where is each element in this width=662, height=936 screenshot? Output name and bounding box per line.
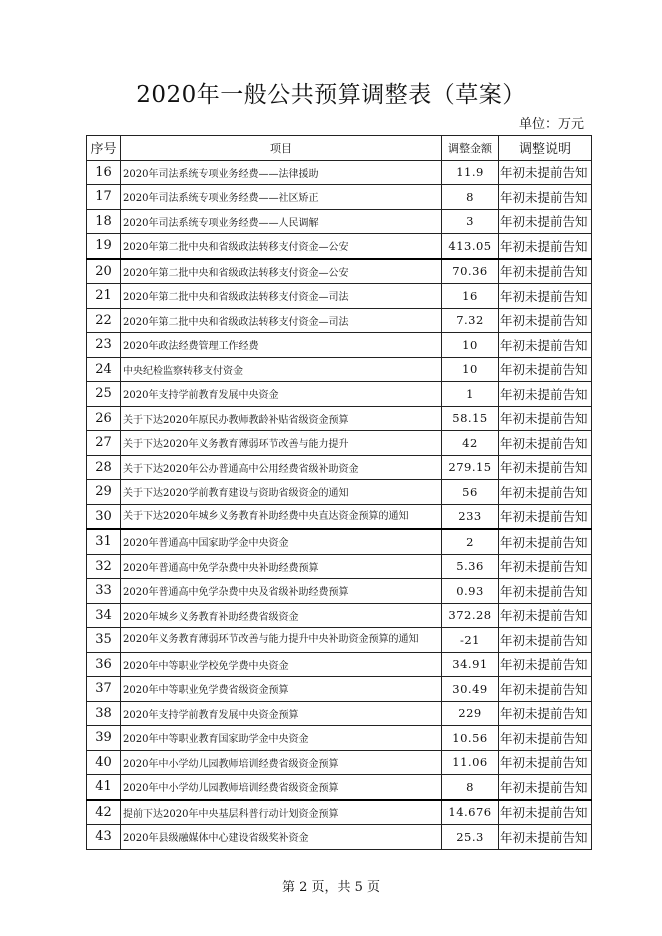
row-index: 29	[87, 480, 121, 505]
table-row	[87, 209, 592, 234]
table-row	[87, 775, 592, 800]
row-index: 38	[87, 701, 121, 726]
row-item: 2020年第二批中央和省级政法转移支付资金—司法	[121, 308, 442, 333]
row-amount: 372.28	[442, 603, 499, 628]
row-note: 年初未提前告知	[499, 185, 592, 210]
row-note: 年初未提前告知	[499, 800, 592, 825]
row-amount: 279.15	[442, 455, 499, 480]
row-item: 2020年第二批中央和省级政法转移支付资金—司法	[121, 284, 442, 309]
row-item: 2020年中等职业学校免学费中央资金	[121, 652, 442, 677]
row-item: 2020年第二批中央和省级政法转移支付资金—公安	[121, 259, 442, 284]
table-row	[87, 234, 592, 259]
row-amount: 10.56	[442, 726, 499, 751]
row-amount: 2	[442, 529, 499, 554]
table-row	[87, 357, 592, 382]
table-row	[87, 726, 592, 751]
row-amount: 14.676	[442, 800, 499, 825]
row-item: 2020年第二批中央和省级政法转移支付资金—公安	[121, 234, 442, 259]
table-row	[87, 677, 592, 702]
row-index: 43	[87, 825, 121, 850]
row-index: 41	[87, 775, 121, 800]
row-index: 31	[87, 529, 121, 554]
row-index: 20	[87, 259, 121, 284]
row-index: 32	[87, 554, 121, 579]
row-note: 年初未提前告知	[499, 529, 592, 554]
row-amount: 10	[442, 357, 499, 382]
row-amount: 5.36	[442, 554, 499, 579]
table-row	[87, 652, 592, 677]
table-row	[87, 160, 592, 185]
row-amount: 42	[442, 431, 499, 456]
page-title: 2020年一般公共预算调整表（草案）	[136, 82, 526, 108]
row-note: 年初未提前告知	[499, 357, 592, 382]
row-note: 年初未提前告知	[499, 160, 592, 185]
row-item: 2020年支持学前教育发展中央资金预算	[121, 701, 442, 726]
table-row	[87, 554, 592, 579]
table-row	[87, 603, 592, 628]
table-row	[87, 628, 592, 653]
row-item: 关于下达2020年义务教育薄弱环节改善与能力提升	[121, 431, 442, 456]
row-amount: 56	[442, 480, 499, 505]
row-note: 年初未提前告知	[499, 726, 592, 751]
table-row	[87, 333, 592, 358]
table-row	[87, 431, 592, 456]
unit-label: 单位：万元	[518, 117, 584, 132]
row-index: 30	[87, 504, 121, 529]
row-note: 年初未提前告知	[499, 825, 592, 850]
header-item: 项目	[121, 136, 442, 161]
row-item: 2020年政法经费管理工作经费	[121, 333, 442, 358]
row-note: 年初未提前告知	[499, 406, 592, 431]
row-note: 年初未提前告知	[499, 750, 592, 775]
row-note: 年初未提前告知	[499, 209, 592, 234]
row-index: 26	[87, 406, 121, 431]
row-index: 34	[87, 603, 121, 628]
row-item: 2020年县级融媒体中心建设省级奖补资金	[121, 825, 442, 850]
row-index: 19	[87, 234, 121, 259]
row-index: 35	[87, 628, 121, 653]
row-amount: 233	[442, 504, 499, 529]
row-amount: 7.32	[442, 308, 499, 333]
row-index: 27	[87, 431, 121, 456]
header-note: 调整说明	[499, 136, 592, 161]
row-note: 年初未提前告知	[499, 603, 592, 628]
table-row	[87, 529, 592, 554]
row-note: 年初未提前告知	[499, 652, 592, 677]
table-row	[87, 406, 592, 431]
row-amount: 34.91	[442, 652, 499, 677]
page-footer: 第 2 页，共 5 页	[281, 880, 381, 895]
row-amount: 413.05	[442, 234, 499, 259]
table-row	[87, 504, 592, 529]
table-row	[87, 750, 592, 775]
row-note: 年初未提前告知	[499, 480, 592, 505]
row-note: 年初未提前告知	[499, 382, 592, 407]
row-item: 2020年司法系统专项业务经费——社区矫正	[121, 185, 442, 210]
row-amount: 1	[442, 382, 499, 407]
row-note: 年初未提前告知	[499, 579, 592, 604]
row-amount: 8	[442, 185, 499, 210]
table-row	[87, 800, 592, 825]
row-item: 2020年司法系统专项业务经费——人民调解	[121, 209, 442, 234]
row-index: 40	[87, 750, 121, 775]
table-row	[87, 579, 592, 604]
row-item: 2020年普通高中免学杂费中央补助经费预算	[121, 554, 442, 579]
row-note: 年初未提前告知	[499, 308, 592, 333]
header-amount: 调整金额	[442, 136, 499, 161]
row-note: 年初未提前告知	[499, 333, 592, 358]
table-row	[87, 382, 592, 407]
row-note: 年初未提前告知	[499, 455, 592, 480]
row-amount: 0.93	[442, 579, 499, 604]
row-item: 2020年中等职业免学费省级资金预算	[121, 677, 442, 702]
row-note: 年初未提前告知	[499, 284, 592, 309]
header-index: 序号	[87, 136, 121, 161]
row-note: 年初未提前告知	[499, 504, 592, 529]
budget-table	[86, 135, 592, 850]
row-index: 39	[87, 726, 121, 751]
row-item: 2020年司法系统专项业务经费——法律援助	[121, 160, 442, 185]
row-item: 2020年义务教育薄弱环节改善与能力提升中央补助资金预算的通知	[121, 628, 442, 653]
row-item: 2020年中等职业教育国家助学金中央资金	[121, 726, 442, 751]
row-index: 17	[87, 185, 121, 210]
row-index: 33	[87, 579, 121, 604]
row-item: 2020年普通高中国家助学金中央资金	[121, 529, 442, 554]
row-amount: 70.36	[442, 259, 499, 284]
row-note: 年初未提前告知	[499, 775, 592, 800]
row-item: 关于下达2020年原民办教师教龄补贴省级资金预算	[121, 406, 442, 431]
table-row	[87, 480, 592, 505]
row-index: 23	[87, 333, 121, 358]
row-amount: 58.15	[442, 406, 499, 431]
row-index: 37	[87, 677, 121, 702]
row-item: 关于下达2020学前教育建设与资助省级资金的通知	[121, 480, 442, 505]
row-item: 2020年普通高中免学杂费中央及省级补助经费预算	[121, 579, 442, 604]
row-item: 提前下达2020年中央基层科普行动计划资金预算	[121, 800, 442, 825]
row-item: 2020年支持学前教育发展中央资金	[121, 382, 442, 407]
row-amount: 16	[442, 284, 499, 309]
table-row	[87, 308, 592, 333]
row-amount: 8	[442, 775, 499, 800]
row-amount: 229	[442, 701, 499, 726]
row-index: 25	[87, 382, 121, 407]
row-item: 关于下达2020年城乡义务教育补助经费中央直达资金预算的通知	[121, 504, 442, 529]
row-item: 2020年中小学幼儿园教师培训经费省级资金预算	[121, 750, 442, 775]
row-amount: 25.3	[442, 825, 499, 850]
row-item: 2020年城乡义务教育补助经费省级资金	[121, 603, 442, 628]
row-amount: 11.9	[442, 160, 499, 185]
row-index: 22	[87, 308, 121, 333]
row-note: 年初未提前告知	[499, 554, 592, 579]
row-index: 21	[87, 284, 121, 309]
row-index: 18	[87, 209, 121, 234]
row-amount: 3	[442, 209, 499, 234]
row-note: 年初未提前告知	[499, 701, 592, 726]
row-index: 16	[87, 160, 121, 185]
row-amount: 10	[442, 333, 499, 358]
table-row	[87, 185, 592, 210]
table-row	[87, 455, 592, 480]
row-amount: 30.49	[442, 677, 499, 702]
row-note: 年初未提前告知	[499, 431, 592, 456]
table-row	[87, 701, 592, 726]
row-note: 年初未提前告知	[499, 677, 592, 702]
row-item: 关于下达2020年公办普通高中公用经费省级补助资金	[121, 455, 442, 480]
row-amount: 11.06	[442, 750, 499, 775]
row-item: 2020年中小学幼儿园教师培训经费省级资金预算	[121, 775, 442, 800]
table-row	[87, 284, 592, 309]
row-item: 中央纪检监察转移支付资金	[121, 357, 442, 382]
row-index: 24	[87, 357, 121, 382]
row-index: 28	[87, 455, 121, 480]
table-row	[87, 259, 592, 284]
table-row	[87, 825, 592, 850]
row-note: 年初未提前告知	[499, 234, 592, 259]
table-header-row	[87, 136, 592, 161]
row-index: 42	[87, 800, 121, 825]
row-note: 年初未提前告知	[499, 628, 592, 653]
row-index: 36	[87, 652, 121, 677]
row-note: 年初未提前告知	[499, 259, 592, 284]
row-amount: -21	[442, 628, 499, 653]
